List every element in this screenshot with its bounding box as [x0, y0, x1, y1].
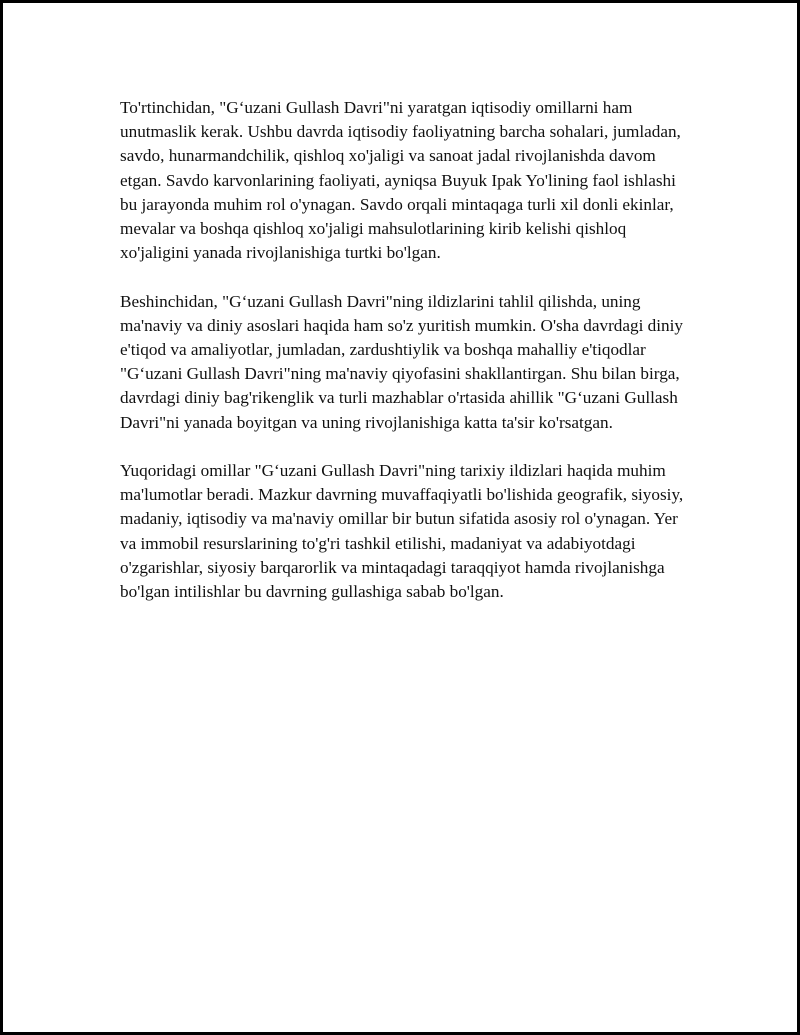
paragraph-conclusion: Yuqoridagi omillar "G‘uzani Gullash Davri"ning tarixiy ildizlari haqida muhim ma'lumotlar beradi. Mazkur davrning muvaffaqiyatli bo'lishida geografik, siyosiy, madaniy, iqtisodiy va ma'naviy omillar bir butun sifatida asosiy rol o'ynagan. Yer va immobil resurslarining to'g'ri tashkil etilishi, madaniyat va adabiyotdagi o'zgarishlar, siyosiy barqarorlik va mintaqadagi taraqqiyot hamda rivojlanishga bo'lgan intilishlar bu davrning gullashiga sabab bo'lgan.: [120, 461, 684, 602]
paragraph-economic-factors: To'rtinchidan, "G‘uzani Gullash Davri"ni yaratgan iqtisodiy omillarni ham unutmaslik kerak. Ushbu davrda iqtisodiy faoliyatning barcha sohalari, jumladan, savdo, hunarmandchilik, qishloq xo'jaligi va sanoat jadal rivojlanishda davom etgan. Savdo karvonlarining faoliyati, ayniqsa Buyuk Ipak Yo'lining faol ishlashi bu jarayonda muhim rol o'ynagan. Savdo orqali mintaqaga turli xil donli ekinlar, mevalar va boshqa qishloq xo'jaligi mahsulotlarining kirib kelishi qishloq xo'jaligini yanada rivojlanishiga turtki bo'lgan.: [120, 98, 681, 263]
paragraph-spiritual-religious-factors: Beshinchidan, "G‘uzani Gullash Davri"ning ildizlarini tahlil qilishda, uning ma'naviy va diniy asoslari haqida ham so'z yuritish mumkin. O'sha davrdagi diniy e'tiqod va amaliyotlar, jumladan, zardushtiylik va boshqa mahalliy e'tiqodlar "G‘uzani Gullash Davri"ning ma'naviy qiyofasini shakllantirgan. Shu bilan birga, davrdagi diniy bag'rikenglik va turli mazhablar o'rtasida ahillik "G‘uzani Gullash Davri"ni yanada boyitgan va uning rivojlanishiga katta ta'sir ko'rsatgan.: [120, 291, 684, 432]
document-body: [120, 96, 692, 628]
